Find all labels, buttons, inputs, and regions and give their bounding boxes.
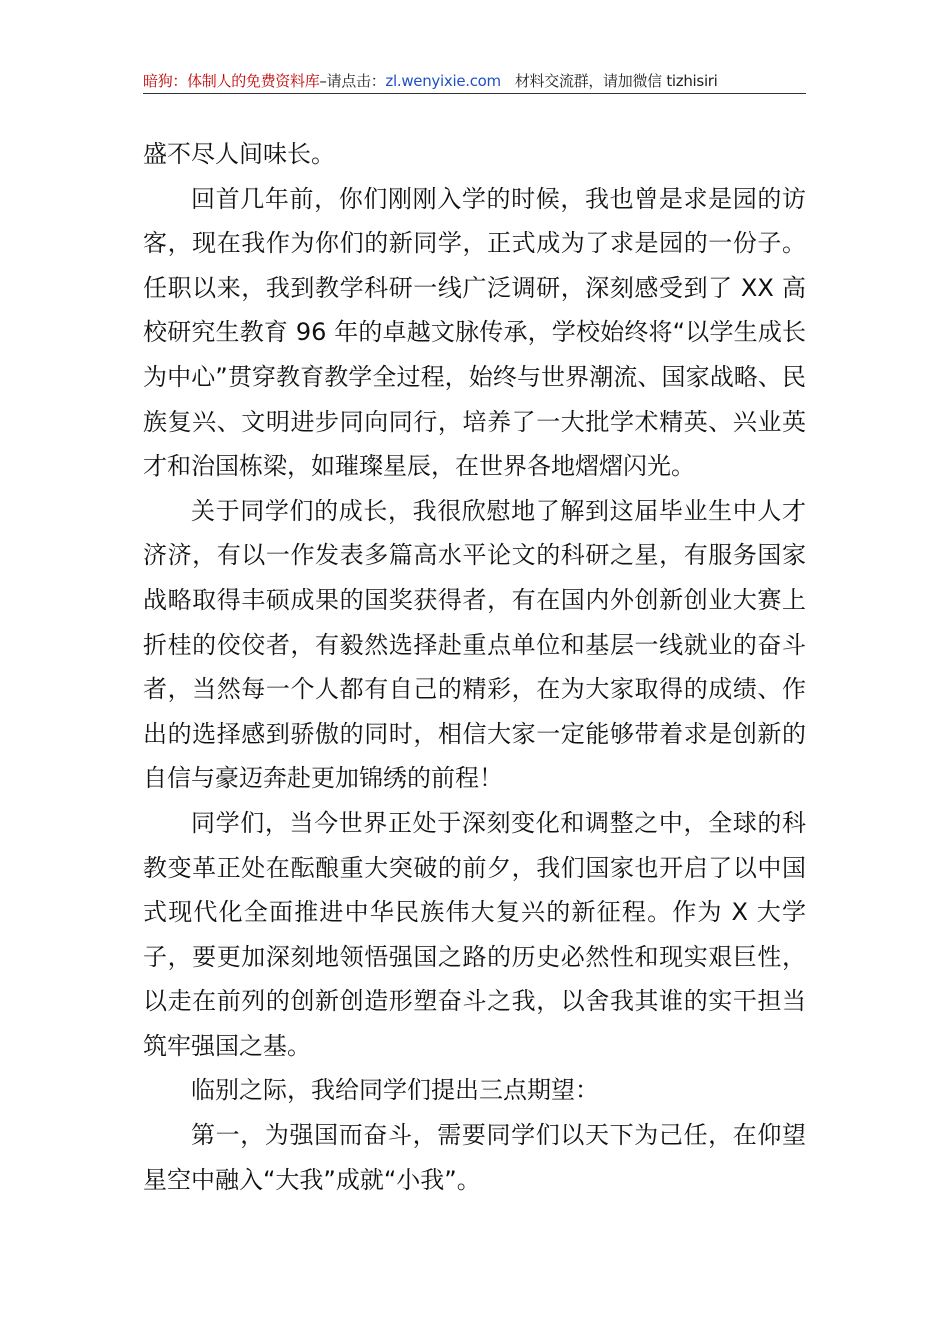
header-divider <box>143 93 806 94</box>
header-click-prompt: –请点击： <box>319 72 386 90</box>
header-brand-text: 暗狗：体制人的免费资料库 <box>143 72 320 90</box>
document-body <box>143 132 806 1202</box>
paragraph-world-context: 同学们，当今世界正处于深刻变化和调整之中，全球的科教变革正处在酝酿重大突破的前夕，我们国家也开启了以中国式现代化全面推进中华民族伟大复兴的新征程。作为 X 大学子，要更加深刻地领悟强国之路的历史必然性和现实艰巨性，以走在前列的创新创造形塑奋斗之我，以舍我其谁的实干担当筑牢强国之基。 <box>143 808 806 1060</box>
paragraph-first-expectation: 第一，为强国而奋斗，需要同学们以天下为己任，在仰望星空中融入“大我”成就“小我”。 <box>143 1121 806 1194</box>
paragraph-continuation: 盛不尽人间味长。 <box>143 140 335 168</box>
paragraph-expectations-intro: 临别之际，我给同学们提出三点期望： <box>191 1076 599 1105</box>
header-group-contact: 材料交流群，请加微信 tizhisiri <box>514 72 718 90</box>
header-website-link[interactable]: zl.wenyixie.com <box>385 72 501 90</box>
page-header <box>143 70 806 92</box>
paragraph-student-growth: 关于同学们的成长，我很欣慰地了解到这届毕业生中人才济济，有以一作发表多篇高水平论文的科研之星，有服务国家战略取得丰硕成果的国奖获得者，有在国内外创新创业大赛上折桂的佼佼者，有毅然选择赴重点单位和基层一线就业的奋斗者，当然每一个人都有自己的精彩，在为大家取得的成绩、作出的选择感到骄傲的同时，相信大家一定能够带着求是创新的自信与豪迈奔赴更加锦绣的前程！ <box>143 496 806 793</box>
paragraph-recollection: 回首几年前，你们刚刚入学的时候，我也曾是求是园的访客，现在我作为你们的新同学，正式成为了求是园的一份子。任职以来，我到教学科研一线广泛调研，深刻感受到了 XX 高校研究生教育 96 年的卓越文脉传承，学校始终将“以学生成长为中心”贯穿教育教学全过程，始终与世界潮流、国家战略、民族复兴、文明进步同向同行，培养了一大批学术精英、兴业英才和治国栋梁，如璀璨星辰，在世界各地熠熠闪光。 <box>143 184 806 481</box>
